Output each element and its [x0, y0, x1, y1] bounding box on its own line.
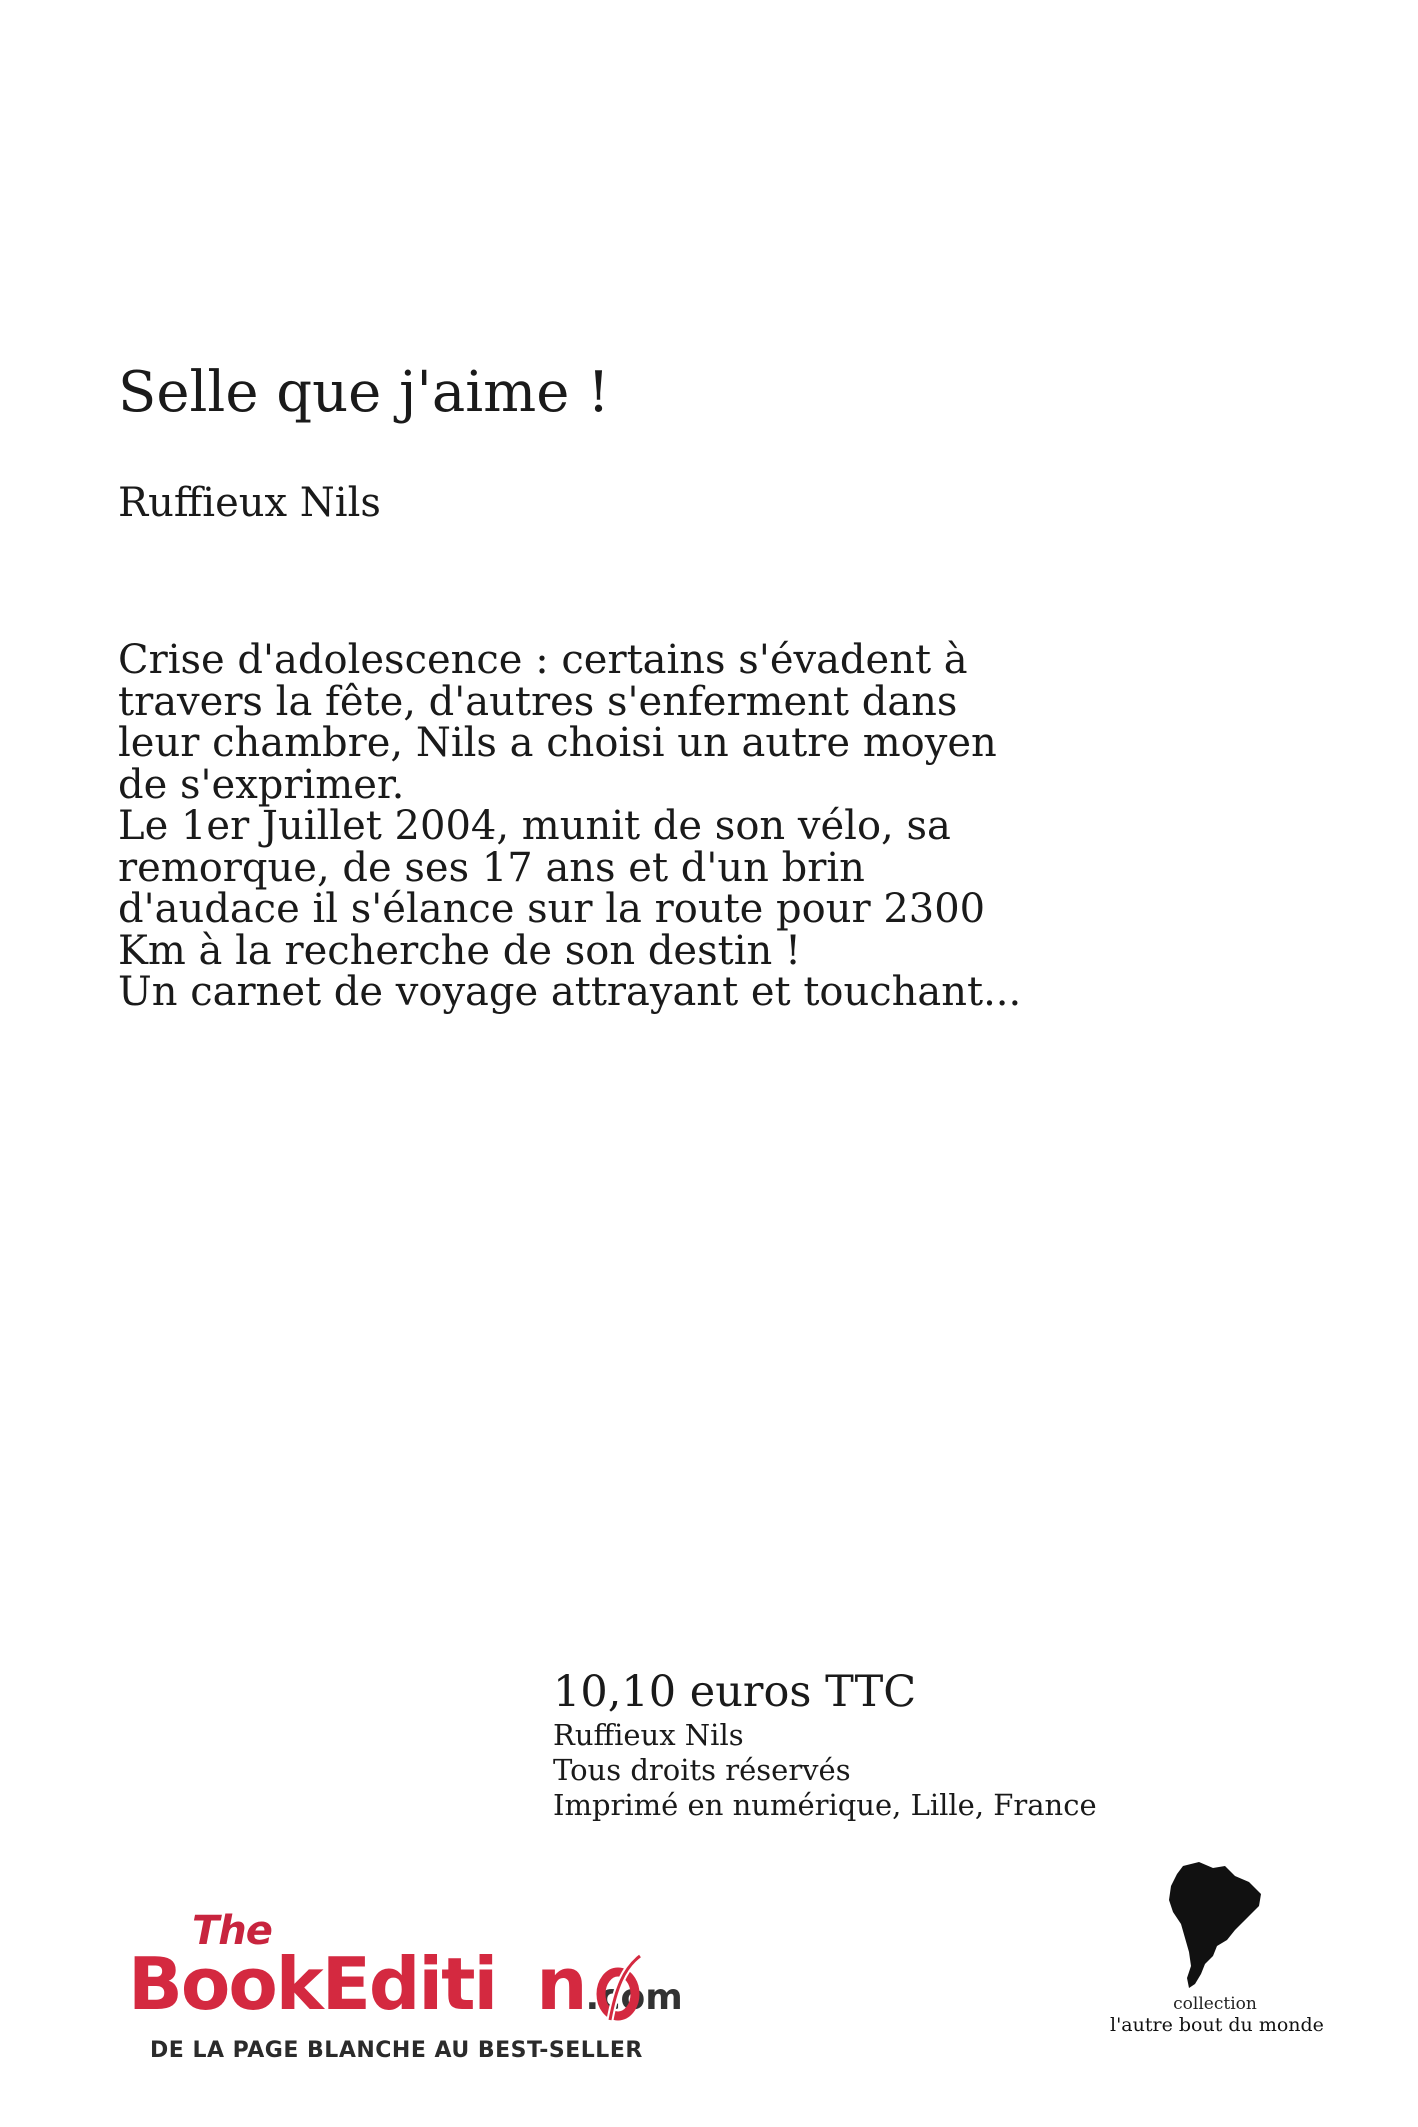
- logo-the: The: [192, 1908, 272, 1954]
- imprint-printing: Imprimé en numérique, Lille, France: [553, 1788, 1097, 1822]
- collection-name: l'autre bout du monde: [1110, 2014, 1324, 2036]
- imprint-author: Ruffieux Nils: [553, 1718, 744, 1752]
- blurb-line: remorque, de ses 17 ans et d'un brin: [118, 844, 865, 891]
- blurb-line: d'audace il s'élance sur la route pour 2300: [118, 886, 986, 932]
- publisher-logo: [128, 1908, 708, 2088]
- blurb-line: Le 1er Juillet 2004, munit de son vélo, sa: [118, 803, 951, 849]
- logo-tagline: DE LA PAGE BLANCHE AU BEST-SELLER: [150, 2038, 643, 2063]
- blurb-line: travers la fête, d'autres s'enferment dans: [118, 678, 958, 725]
- price: 10,10 euros TTC: [553, 1667, 917, 1717]
- blurb-line: Km à la recherche de son destin !: [118, 927, 802, 974]
- blurb-line: leur chambre, Nils a choisi un autre moyen: [118, 720, 997, 766]
- feather-quill-icon: [594, 1954, 646, 2024]
- south-america-map-icon: [1165, 1860, 1265, 1990]
- collection-mark: [1110, 1860, 1324, 2036]
- blurb-line: Un carnet de voyage attrayant et touchant...: [118, 969, 1022, 1015]
- book-blurb: [118, 637, 1078, 1015]
- collection-label: collection: [1173, 1994, 1257, 2014]
- blurb-line: de s'exprimer.: [118, 761, 405, 808]
- book-title: Selle que j'aime !: [118, 360, 610, 425]
- book-author: Ruffieux Nils: [118, 480, 381, 526]
- imprint-block: [553, 1666, 1097, 1823]
- imprint-rights: Tous droits réservés: [553, 1753, 851, 1787]
- logo-name-part2: n: [536, 1942, 586, 2026]
- blurb-line: Crise d'adolescence : certains s'évadent à: [118, 637, 968, 683]
- logo-domain: .com: [585, 1977, 683, 2018]
- logo-name-part1: BookEditi: [128, 1942, 497, 2026]
